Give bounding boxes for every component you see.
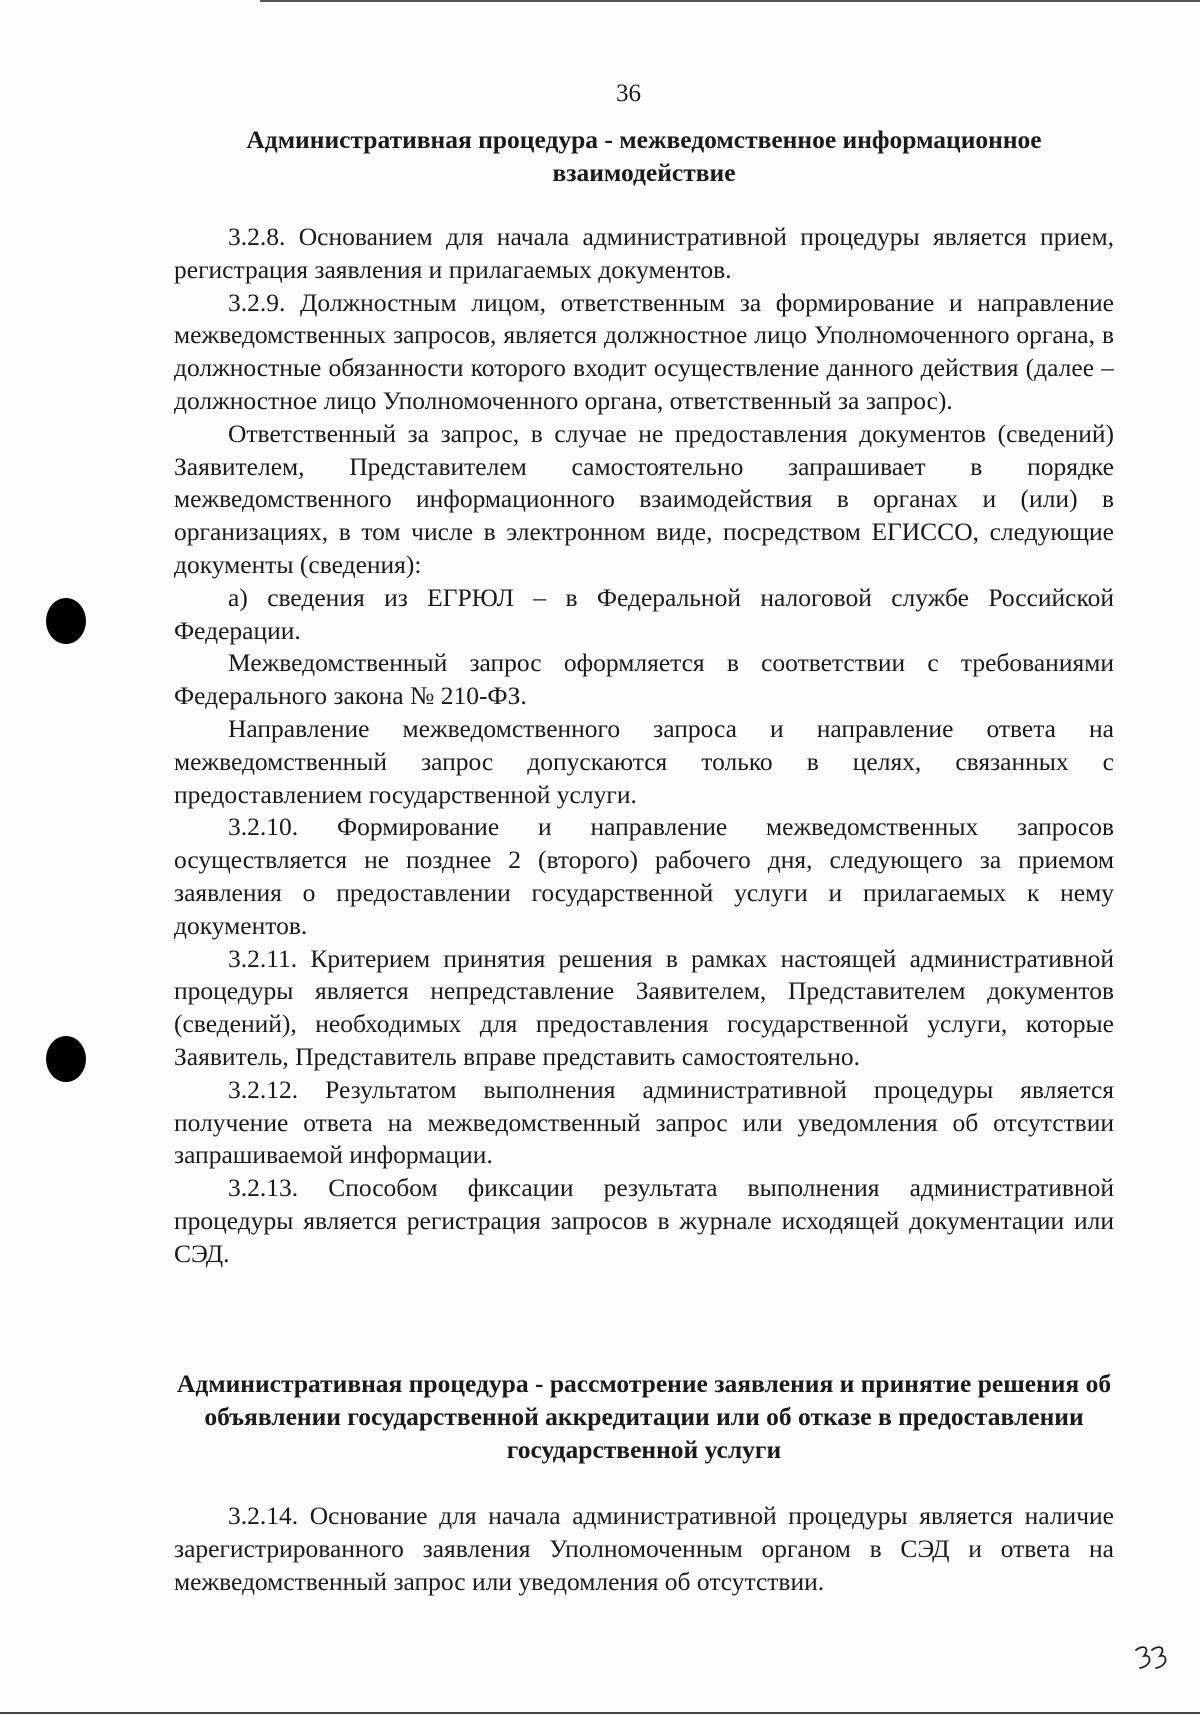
paragraph: а) сведения из ЕГРЮЛ – в Федеральной налоговой службе Российской Федерации. (174, 582, 1114, 645)
scan-edge-top (260, 0, 1200, 2)
paragraph: 3.2.8. Основанием для начала административной процедуры является прием, регистрация заявления и прилагаемых документов. (174, 222, 1114, 284)
paragraph: 3.2.11. Критерием принятия решения в рамках настоящей административной процедуры является непредставление Заявителем, Представителем документов (сведений), необходимых для предоставления государственной услуги, которые Заявитель, Представитель вправе представить самостоятельно. (174, 943, 1114, 1071)
section-body (174, 1500, 1114, 1598)
paragraph: Направление межведомственного запроса и направление ответа на межведомственный запрос допускаются только в целях, связанных с предоставлением государственной услуги. (174, 713, 1114, 809)
paragraph: 3.2.13. Способом фиксации результата выполнения административной процедуры является регистрация запросов в журнале исходящей документации или СЭД. (174, 1173, 1114, 1268)
handwritten-mark (1130, 1640, 1170, 1680)
paragraph: Межведомственный запрос оформляется в соответствии с требованиями Федерального закона № 210-ФЗ. (174, 648, 1114, 711)
paragraph: 3.2.14. Основание для начала административной процедуры является наличие зарегистрированного заявления Уполномоченным органом в СЭД и ответа на межведомственный запрос или уведомления об отсутствии. (174, 1501, 1114, 1596)
paragraph: 3.2.10. Формирование и направление межведомственных запросов осуществляется не позднее 2 (второго) рабочего дня, следующего за приемом заявления о предоставлении государственной услуги и прилагаемых к нему документов. (174, 812, 1114, 940)
punch-hole (46, 1036, 86, 1082)
scan-edge-bottom (0, 1712, 1200, 1714)
section-body (174, 221, 1114, 1271)
punch-hole (46, 598, 86, 644)
paragraph: Ответственный за запрос, в случае не предоставления документов (сведений) Заявителем, Представителем самостоятельно запрашивает в порядке межведомственного информационного взаимодействия в органах и (или) в организациях, в том числе в электронном виде, посредством ЕГИССО, следующие документы (сведения): (174, 418, 1114, 579)
section-heading: Административная процедура - рассмотрение заявления и принятие решения об объявлении государственной аккредитации или об отказе в предоставлении государственной услуги (176, 1369, 1112, 1464)
paragraph: 3.2.12. Результатом выполнения административной процедуры является получение ответа на межведомственный запрос или уведомления об отсутствии запрашиваемой информации. (174, 1074, 1114, 1170)
paragraph: 3.2.9. Должностным лицом, ответственным за формирование и направление межведомственных запросов, является должностное лицо Уполномоченного органа, в должностные обязанности которого входит осуществление данного действия (далее – должностное лицо Уполномоченного органа, ответственный за запрос). (174, 287, 1114, 415)
page-number: 36 (616, 80, 641, 107)
section-heading: Административная процедура - межведомственное информационное взаимодействие (246, 125, 1042, 187)
